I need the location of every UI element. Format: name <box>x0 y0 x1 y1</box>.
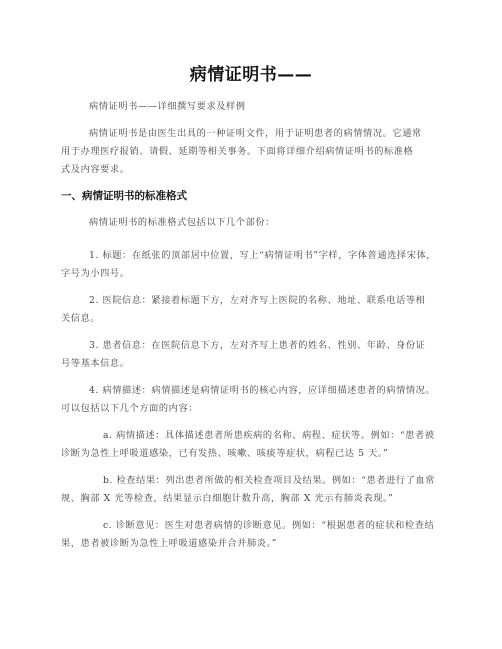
section-1-heading: 一、病情证明书的标准格式 <box>61 190 187 202</box>
item-2-line-1: 2. 医院信息：紧接着标题下方，左对齐写上医院的名称、地址、联系电话等相 <box>89 295 426 306</box>
section-1-intro <box>61 214 441 232</box>
sub-c-line-2: 果，患者被诊断为急性上呼吸道感染并合并肺炎。” <box>61 538 278 549</box>
sub-b-line-2: 规、胸部 X 光等检查，结果显示白细胞计数升高，胸部 X 光示有肺炎表现。” <box>61 493 394 504</box>
item-4-line-2: 可以包括以下几个方面的内容： <box>61 403 199 414</box>
item-4-line-1: 4. 病情描述：病情描述是病情证明书的核心内容，应详细描述患者的病情情况。 <box>89 385 436 396</box>
document-title: 病情证明书—— <box>189 65 313 85</box>
sub-a-line-2: 诊断为急性上呼吸道感染，已有发热、咳嗽、咳痰等症状，病程已达 5 天。” <box>61 448 389 459</box>
item-3-line-1: 3. 患者信息：在医院信息下方，左对齐写上患者的姓名、性别、年龄、身份证 <box>89 340 426 351</box>
section-1-intro-line: 病情证明书的标准格式包括以下几个部份： <box>89 217 275 228</box>
intro-paragraph <box>61 125 441 179</box>
item-3-paragraph <box>61 337 441 373</box>
item-3-line-2: 号等基本信息。 <box>61 358 130 369</box>
sub-a-paragraph <box>61 427 441 463</box>
item-1-line-2: 字号为小四号。 <box>61 268 130 279</box>
item-2-line-2: 关信息。 <box>61 313 101 324</box>
intro-line-2: 用于办理医疗报销、请假、延期等相关事务。下面将详细介绍病情证明书的标准格 <box>61 146 414 157</box>
intro-line-1: 病情证明书是由医生出具的一种证明文件，用于证明患者的病情情况。它通常 <box>89 128 422 139</box>
sub-c-line-1: c. 诊断意见：医生对患者病情的诊断意见。例如：“根据患者的症状和检查结 <box>103 520 435 531</box>
sub-b-line-1: b. 检查结果：列出患者所做的相关检查项目及结果。例如：“患者进行了血常 <box>103 475 436 486</box>
item-1-paragraph <box>61 247 441 283</box>
item-2-paragraph <box>61 292 441 328</box>
sub-a-line-1: a. 病情描述：具体描述患者所患疾病的名称、病程、症状等。例如：“患者被 <box>103 430 435 441</box>
item-1-line-1: 1. 标题：在纸张的顶部居中位置，写上“病情证明书”字样，字体普通选择宋体， <box>89 250 437 261</box>
item-4-paragraph <box>61 382 441 418</box>
intro-line-3: 式及内容要求。 <box>61 164 130 175</box>
subtitle-paragraph <box>61 98 441 116</box>
subtitle-line: 病情证明书——详细撰写要求及样例 <box>89 101 246 112</box>
sub-c-paragraph <box>61 517 441 553</box>
sub-b-paragraph <box>61 472 441 508</box>
